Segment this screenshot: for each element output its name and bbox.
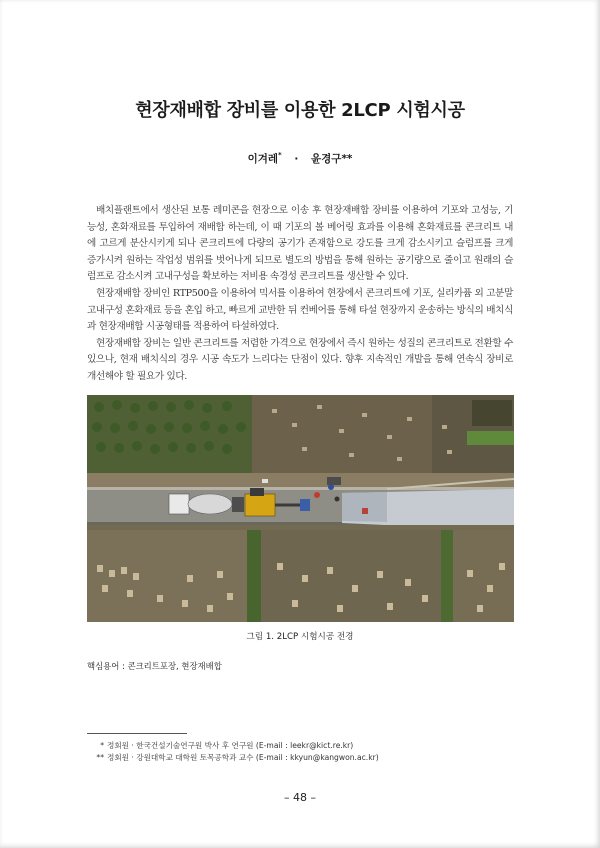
author-first-mark: * xyxy=(278,150,282,159)
author-second: 윤경구 xyxy=(311,153,342,165)
page-number: – 48 – xyxy=(284,791,316,804)
paragraph-3: 현장재배합 장비는 일반 콘크리트를 저렴한 가격으로 현장에서 즉시 원하는 성질의 콘크리트로 전환할 수 있으나, 현재 배치식의 경우 시공 속도가 느리다는 단점이 있다. 향후 지속적인 개발을 통해 연속식 장비로 개선해야 할 필요가 있다. xyxy=(87,337,513,382)
paper-title: 현장재배합 장비를 이용한 2LCP 시험시공 xyxy=(135,100,465,121)
keywords: 핵심용어 : 콘크리트포장, 현장재배합 xyxy=(87,661,222,671)
aerial-construction-photo xyxy=(87,395,514,622)
footnote-1-mark: * xyxy=(100,741,104,750)
body-text xyxy=(87,203,513,386)
figure-caption: 그림 1. 2LCP 시험시공 전경 xyxy=(246,632,354,642)
footnotes xyxy=(92,740,379,763)
footnote-1 xyxy=(92,740,379,752)
author-second-mark: ** xyxy=(341,153,353,165)
author-first: 이겨레 xyxy=(247,153,279,165)
footnote-2-mark: ** xyxy=(96,752,104,762)
footnote-2-text: 정회원 · 강원대학교 대학원 토목공학과 교수 (E-mail : kkyun@kangwon.ac.kr) xyxy=(107,752,379,762)
footnote-1-text: 정회원 · 한국건설기술연구원 박사 후 연구원 (E-mail : leekr@kict.re.kr) xyxy=(107,741,354,750)
paragraph-2: 현장재배합 장비인 RTP500을 이용하여 믹서를 이용하여 현장에서 콘크리트에 기포, 실리카퓸 외 고분말 고내구성 혼화재료 등을 혼입 하고, 빠르게 교반한 뒤 컨베어를 통해 타설 현장까지 운송하는 방식의 배치식과 현장재배합 시공형태를 적용하여 타설하였다. xyxy=(87,287,513,333)
author-line xyxy=(0,151,600,166)
footnote-rule xyxy=(87,733,187,734)
author-separator: · xyxy=(294,153,299,165)
paragraph-1: 배치플랜트에서 생산된 보통 레미콘을 현장으로 이송 후 현장재배합 장비를 이용하여 기포와 고성능, 기능성, 혼화재료를 투입하여 재배합 하는데, 이 때 기포의 볼 베어링 효과를 이용해 혼화재료를 콘크리트 내에 고르게 분산시키게 되나 콘크리트에 다량의 공기가 존재함으로 강도를 크게 감소시키고 슬럼프를 크게 증가시켜 원하는 작업성 범위를 벗어나게 되므로 별도의 방법을 통해 원하는 공기량으로 줄이고 원래의 슬럼프로 감소시켜 고내구성을 확보하는 저비용 속경성 콘크리트를 생산할 수 있다. xyxy=(87,205,513,283)
footnote-2 xyxy=(92,752,379,764)
